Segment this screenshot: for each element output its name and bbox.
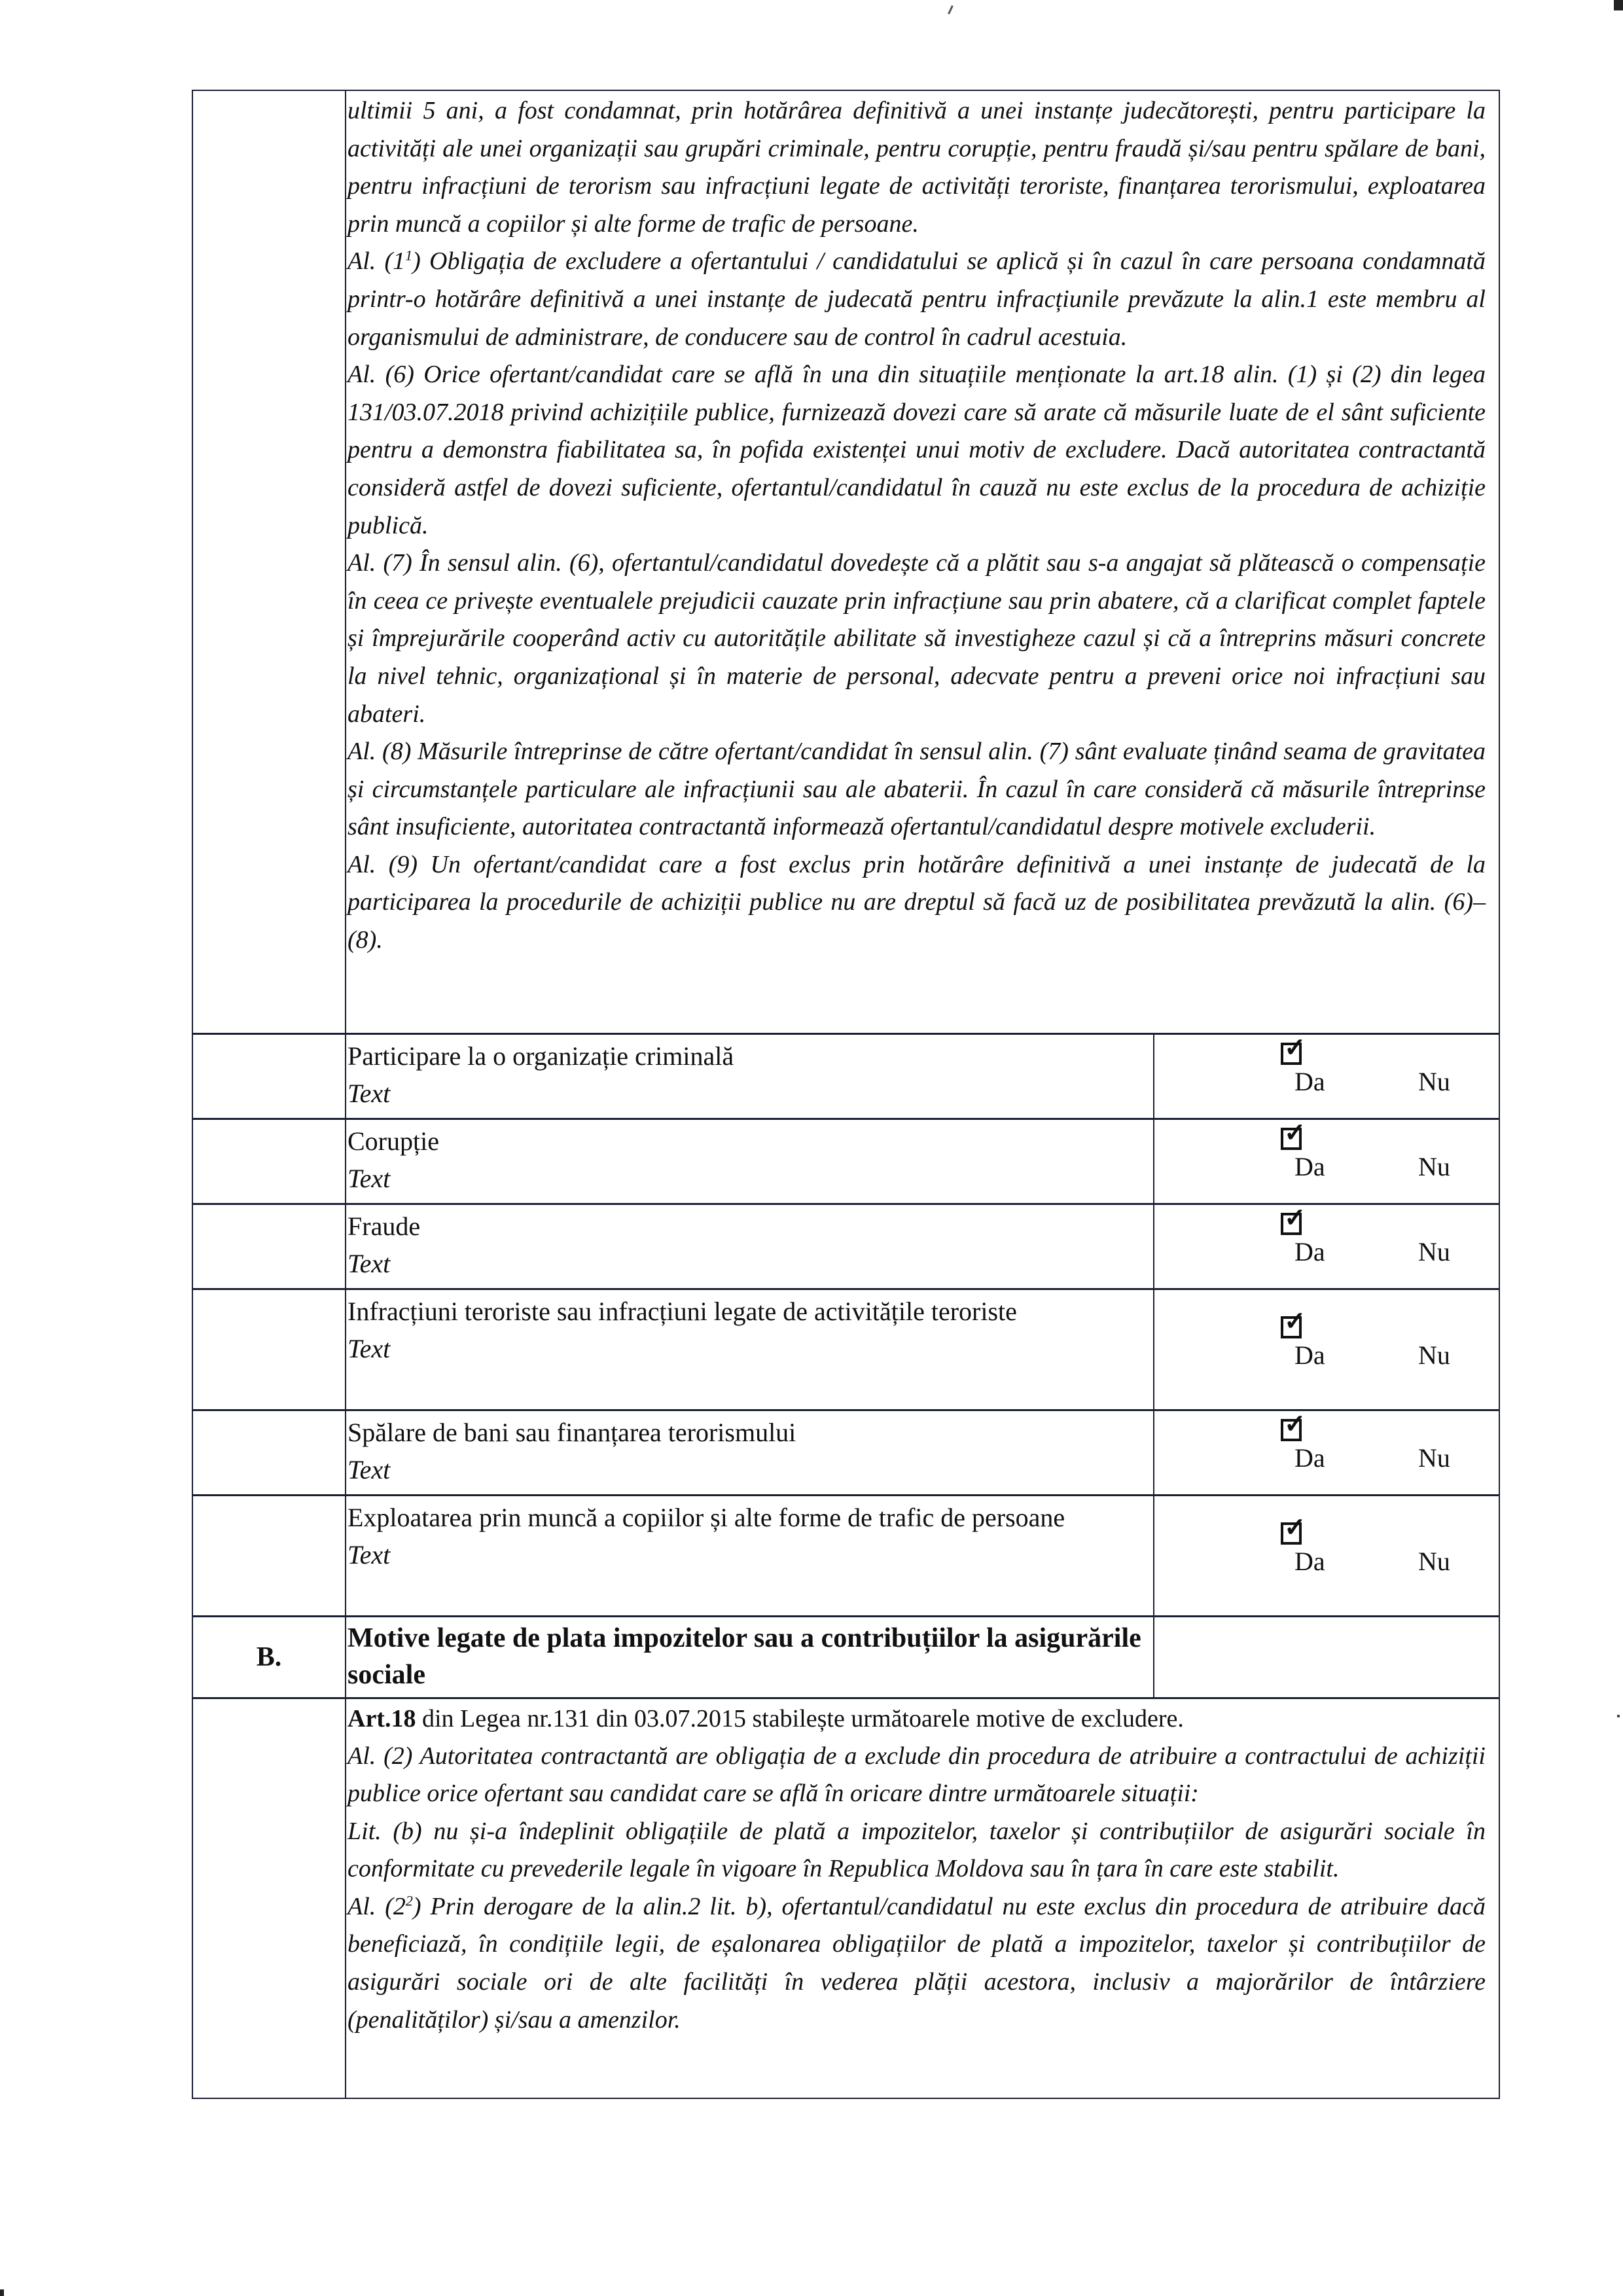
legal-text-cell xyxy=(346,1698,1499,2098)
legal-paragraph: Al. $(1^1)$ Obligația de excludere a ofertantului / candidatului se aplică și în cazul în care persoana condamnată printr-o hotărâre definitivă a unei instanțe de judecată pentru infracțiunile prevăzute la alin.1 este membru al organismului de administrare, de conducere sau de control în cadrul acestuia. xyxy=(348,247,1486,351)
section-b-legal-text-row xyxy=(192,1698,1499,2098)
criterion-subtitle: Text xyxy=(348,1539,391,1570)
criterion-subtitle: Text xyxy=(348,1248,391,1278)
option-yes-label[interactable]: Da xyxy=(1294,1236,1325,1266)
checked-checkbox-icon[interactable]: ✓ xyxy=(1281,1128,1302,1150)
legal-paragraph: ultimii 5 ani, a fost condamnat, prin hotărârea definitivă a unei instanțe judecătorești, pentru participare la activități ale unei organizații sau grupări criminale, pentru corupție, pentru fraudă și/sau pentru spălare de bani, pentru infracțiuni de terorism sau infracțiuni legate de activități teroriste, finanțarea terorismului, exploatarea prin muncă a copiilor și alte forme de trafic de persoane. xyxy=(348,97,1486,238)
scan-artifact xyxy=(948,5,954,14)
criterion-subtitle: Text xyxy=(348,1163,391,1193)
legal-paragraph: Al. (8) Măsurile întreprinse de către ofertant/candidat în sensul alin. (7) sânt evaluate ținând seama de gravitatea și circumstanțele particulare ale infracțiunii sau ale abaterii. În cazul în care consideră că măsurile întreprinse sânt insuficiente, autoritatea contractantă informează ofertantul/candidatul despre motivele excluderii. xyxy=(348,738,1486,841)
option-no-label[interactable]: Nu xyxy=(1418,1066,1450,1096)
scan-artifact xyxy=(1614,0,1623,10)
yes-no-cell xyxy=(1154,1410,1499,1495)
option-yes-label[interactable]: Da xyxy=(1294,1546,1325,1576)
option-yes-label[interactable]: Da xyxy=(1294,1443,1325,1473)
option-yes-label[interactable]: Da xyxy=(1294,1151,1325,1181)
checked-checkbox-icon[interactable]: ✓ xyxy=(1281,1213,1302,1235)
criterion-row xyxy=(192,1204,1499,1289)
section-letter: B. xyxy=(192,1616,346,1698)
option-no-label[interactable]: Nu xyxy=(1418,1151,1450,1181)
criterion-subtitle: Text xyxy=(348,1078,391,1108)
section-title-cell xyxy=(346,1616,1154,1698)
criterion-cell xyxy=(346,1410,1154,1495)
checked-checkbox-icon[interactable]: ✓ xyxy=(1281,1316,1302,1338)
yes-no-cell xyxy=(1154,1289,1499,1410)
empty-cell xyxy=(1154,1616,1499,1698)
criterion-cell xyxy=(346,1289,1154,1410)
criterion-title: Infracțiuni teroriste sau infracțiuni legate de activitățile teroriste xyxy=(348,1296,1017,1326)
criterion-row xyxy=(192,1495,1499,1616)
criterion-row xyxy=(192,1033,1499,1119)
criterion-cell xyxy=(346,1033,1154,1119)
legal-paragraph: Lit. (b) nu și-a îndeplinit obligațiile de plată a impozitelor, taxelor și contribuțiilor de asigurări sociale în conformitate cu prevederile legale în vigoare în Republica Moldova sau în țara în care este stabilit. xyxy=(348,1817,1486,1883)
article-reference: Art.18 din Legea nr.131 din 03.07.2015 stabilește următoarele motive de excludere. xyxy=(348,1704,1184,1732)
criterion-subtitle: Text xyxy=(348,1454,391,1484)
legal-paragraph: Al. (7) În sensul alin. (6), ofertantul/candidatul dovedește că a plătit sau s-a angajat să plătească o compensație în ceea ce privește eventualele prejudicii cauzate prin infracțiune sau prin abatere, că a clarificat complet faptele și împrejurările cooperând activ cu autoritățile abilitate să investigheze cazul și că a întreprins măsuri concrete la nivel tehnic, organizațional și în materie de personal, adecvate pentru a preveni orice noi infracțiuni sau abateri. xyxy=(348,549,1486,728)
option-no-label[interactable]: Nu xyxy=(1418,1340,1450,1370)
section-a-legal-text-row xyxy=(192,90,1499,1033)
yes-no-cell xyxy=(1154,1495,1499,1616)
yes-no-cell xyxy=(1154,1204,1499,1289)
legal-text-cell xyxy=(346,90,1499,1033)
option-yes-label[interactable]: Da xyxy=(1294,1066,1325,1096)
scan-artifact xyxy=(1617,1715,1620,1717)
option-yes-label[interactable]: Da xyxy=(1294,1340,1325,1370)
criterion-title: Corupție xyxy=(348,1126,439,1156)
legal-paragraph: Al. (2) Autoritatea contractantă are obligația de a exclude din procedura de atribuire a contractului de achiziții publice orice ofertant sau candidat care se află în oricare dintre următoarele situații: xyxy=(348,1742,1486,1808)
criterion-cell xyxy=(346,1119,1154,1204)
criterion-row xyxy=(192,1289,1499,1410)
option-no-label[interactable]: Nu xyxy=(1418,1236,1450,1266)
yes-no-cell xyxy=(1154,1033,1499,1119)
option-no-label[interactable]: Nu xyxy=(1418,1546,1450,1576)
section-b-header-row xyxy=(192,1616,1499,1698)
criterion-subtitle: Text xyxy=(348,1333,391,1363)
criterion-cell xyxy=(346,1495,1154,1616)
criterion-title: Participare la o organizație criminală xyxy=(348,1041,734,1071)
criterion-title: Fraude xyxy=(348,1211,421,1241)
legal-paragraph: Al. $(2^2)$ Prin derogare de la alin.2 lit. b), ofertantul/candidatul nu este exclus din procedura de atribuire dacă beneficiază, în condițiile legii, de eșalonarea obligațiilor de plată a impozitelor, taxelor și contribuțiilor de asigurări sociale ori de alte facilități în vederea plății acestora, inclusiv a majorărilor de întârziere (penalităților) și/sau a amenzilor. xyxy=(348,1892,1486,2034)
scan-artifact xyxy=(0,2289,4,2296)
criterion-row xyxy=(192,1410,1499,1495)
legal-paragraph: Al. (9) Un ofertant/candidat care a fost exclus prin hotărâre definitivă a unei instanțe de judecată de la participarea la procedurile de achiziții publice nu are dreptul să facă uz de posibilitatea prevăzută la alin. (6)–(8). xyxy=(348,850,1486,954)
legal-paragraph: Al. (6) Orice ofertant/candidat care se află în una din situațiile menționate la art.18 alin. (1) și (2) din legea 131/03.07.2018 privind achizițiile publice, furnizează dovezi care să arate că măsurile luate de el sânt suficiente pentru a demonstra fiabilitatea sa, în pofida existenței unui motiv de excludere. Dacă autoritatea contractantă consideră astfel de dovezi suficiente, ofertantul/candidatul în cauză nu este exclus de la procedura de achiziție publică. xyxy=(348,361,1486,539)
criterion-title: Spălare de bani sau finanțarea terorismului xyxy=(348,1417,796,1447)
section-title: Motive legate de plata impozitelor sau a contribuțiilor la asigurările sociale xyxy=(348,1623,1141,1690)
checked-checkbox-icon[interactable]: ✓ xyxy=(1281,1522,1302,1545)
checked-checkbox-icon[interactable]: ✓ xyxy=(1281,1043,1302,1065)
criterion-title: Exploatarea prin muncă a copiilor și alte forme de trafic de persoane xyxy=(348,1502,1065,1532)
criterion-row xyxy=(192,1119,1499,1204)
exclusion-criteria-table xyxy=(192,90,1500,2099)
criterion-cell xyxy=(346,1204,1154,1289)
yes-no-cell xyxy=(1154,1119,1499,1204)
option-no-label[interactable]: Nu xyxy=(1418,1443,1450,1473)
checked-checkbox-icon[interactable]: ✓ xyxy=(1281,1419,1302,1441)
